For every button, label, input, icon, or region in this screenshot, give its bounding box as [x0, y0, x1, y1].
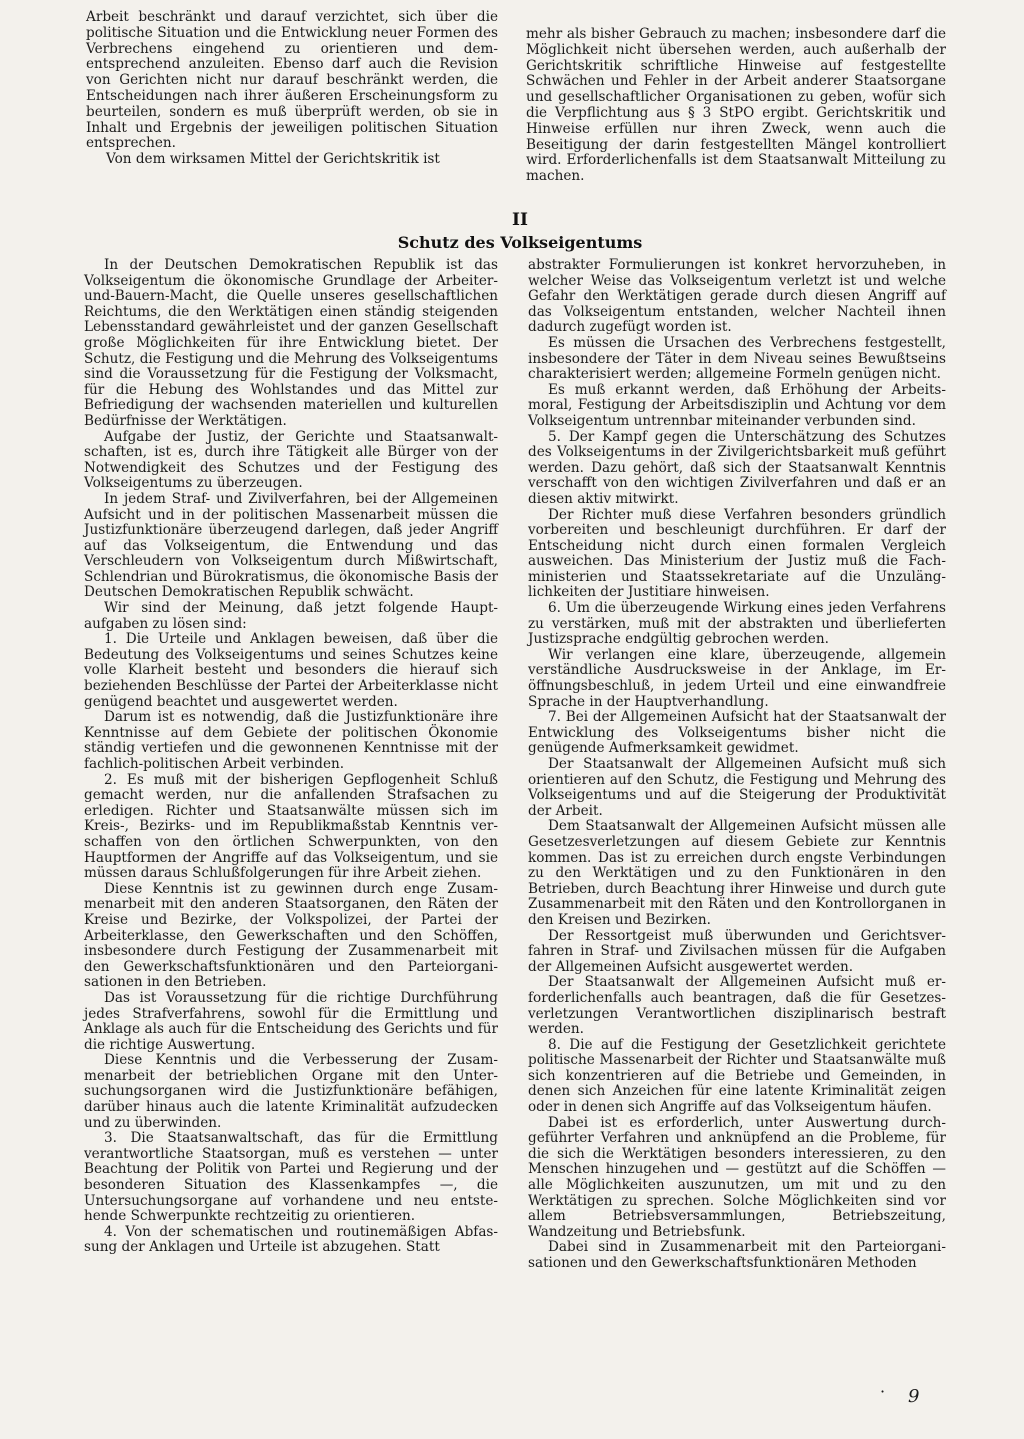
paragraph: 8. Die auf die Festigung der Gesetzlichkeit gerichtete politische Massenarbeit der Richter und Staatsanwälte muß sich konzentrieren auf die Betriebe und Gemeinden, in denen sich Anzeichen für eine latente Kriminalität zeigen oder in denen sich Angriffe auf das Volkseigentum häufen.	[528, 1036, 946, 1116]
top-right-column	[526, 27, 946, 185]
paragraph: Diese Kenntnis und die Verbesserung der Zusammenarbeit der betrieblichen Organe mit den Untersuchungsorganen wird die Justizfunktionäre befähigen, darüber hinaus auch die latente Kriminalität aufzudecken und zu überwinden.	[84, 1052, 498, 1131]
paragraph: Es müssen die Ursachen des Verbrechens festgestellt, insbesondere der Täter in dem Niveau seines Bewußtseins charakterisiert werden; allgemeine Formeln genügen nicht.	[528, 334, 946, 383]
paragraph: Der Staatsanwalt der Allgemeinen Aufsicht muß erforderlichenfalls auch beantragen, daß die für Gesetzesverletzungen Verantwortlichen disziplinarisch bestraft werden.	[528, 974, 946, 1038]
main-left-column	[84, 258, 498, 1256]
section-title: Schutz des Volkseigentums	[397, 233, 643, 252]
paragraph: 7. Bei der Allgemeinen Aufsicht hat der Staatsanwalt der Entwicklung des Volkseigentums bisher nicht die genügende Aufmerksamkeit gewidmet.	[528, 709, 946, 757]
print-mark: ·	[880, 1382, 886, 1401]
paragraph: 4. Von der schematischen und routinemäßigen Abfassung der Anklagen und Urteile ist abzugehen. Statt	[84, 1223, 498, 1256]
paragraph: Aufgabe der Justiz, der Gerichte und Staatsanwaltschaften, ist es, durch ihre Tätigkeit alle Bürger von der Notwendigkeit des Schutzes und der Festigung des Volkseigentums zu überzeugen.	[84, 428, 498, 492]
paragraph: Der Staatsanwalt der Allgemeinen Aufsicht muß sich orientieren auf den Schutz, die Festigung und Mehrung des Volkseigentums und auf die Steigerung der Produktivität der Arbeit.	[528, 756, 946, 819]
paragraph: Diese Kenntnis ist zu gewinnen durch enge Zusammenarbeit mit den anderen Staatsorganen, den Räten der Kreise und Bezirke, der Volkspolizei, der Partei der Arbeiterklasse, den Gewerkschaften und den Schöffen, insbesondere durch Festigung der Zusammenarbeit mit den Gewerkschaftsfunktionären und den Parteiorganisationen in den Betrieben.	[84, 880, 498, 991]
paragraph: Wir sind der Meinung, daß jetzt folgende Hauptaufgaben zu lösen sind:	[84, 600, 498, 632]
paragraph: abstrakter Formulierungen ist konkret hervorzuheben, in welcher Weise das Volkseigentum verletzt ist und welche Gefahr den Werktätigen gerade durch diesen Angriff auf das Volkseigentum entstanden, welcher Nachteil ihnen dadurch zugefügt worden ist.	[528, 257, 946, 336]
paragraph: Darum ist es notwendig, daß die Justizfunktionäre ihre Kenntnisse auf dem Gebiete der politischen Ökonomie ständig vertiefen und die gewonnenen Kenntnisse mit der fachlich-politischen Arbeit verbinden.	[84, 709, 498, 772]
section-number: II	[512, 210, 528, 230]
paragraph: 6. Um die überzeugende Wirkung eines jeden Verfahrens zu verstärken, muß mit der abstrakten und überlieferten Justizsprache endgültig gebrochen werden.	[528, 600, 946, 648]
paragraph: Es muß erkannt werden, daß Erhöhung der Arbeitsmoral, Festigung der Arbeitsdisziplin und Achtung vor dem Volkseigentum untrennbar miteinander verbunden sind.	[528, 381, 946, 429]
paragraph: Der Richter muß diese Verfahren besonders gründlich vorbereiten und beschleunigt durchführen. Er darf der Entscheidung nicht durch einen formalen Vergleich ausweichen. Das Ministerium der Justiz muß die Fachministerien und Staatssekretariate auf die Unzulänglichkeiten der Justitiare hinweisen.	[528, 506, 946, 601]
paragraph: Wir verlangen eine klare, überzeugende, allgemein verständliche Ausdrucksweise in der Anklage, im Eröffnungsbeschluß, in jedem Urteil und eine einwandfreie Sprache in der Hauptverhandlung.	[528, 646, 946, 710]
paragraph: Von dem wirksamen Mittel der Gerichtskritik ist	[106, 151, 440, 168]
main-right-column	[528, 258, 946, 1272]
top-left-column	[86, 10, 498, 168]
paragraph: In jedem Straf- und Zivilverfahren, bei der Allgemeinen Aufsicht und in der politischen Massenarbeit müssen die Justizfunktionäre überzeugend darlegen, daß jeder Angriff auf das Volkseigentum, die Entwendung und das Verschleudern von Volkseigentum durch Mißwirtschaft, Schlendrian und Bürokratismus, die ökonomische Basis der Deutschen Demokratischen Republik schwächt.	[84, 490, 498, 601]
paragraph: 3. Die Staatsanwaltschaft, das für die Ermittlung verantwortliche Staatsorgan, muß es verstehen — unter Beachtung der Politik von Partei und Regierung und der besonderen Situation des Klassenkampfes —, die Untersuchungsorgane auf vorhandene und neu entstehende Schwerpunkte rechtzeitig zu orientieren.	[84, 1130, 498, 1225]
paragraph: Der Ressortgeist muß überwunden und Gerichtsverfahren in Straf- und Zivilsachen müssen für die Aufgaben der Allgemeinen Aufsicht ausgewertet werden.	[528, 927, 946, 975]
page-number: 9	[908, 1386, 920, 1407]
paragraph: 5. Der Kampf gegen die Unterschätzung des Schutzes des Volkseigentums in der Zivilgerichtsbarkeit muß geführt werden. Dazu gehört, daß sich der Staatsanwalt Kenntnis verschafft von den wichtigen Zivilverfahren und daß er an diesen aktiv mitwirkt.	[528, 428, 946, 507]
paragraph: 2. Es muß mit der bisherigen Gepflogenheit Schluß gemacht werden, nur die anfallenden Strafsachen zu erledigen. Richter und Staatsanwälte müssen sich im Kreis-, Bezirks- und im Republikmaßstab Kenntnis verschaffen von den örtlichen Schwerpunkten, von den Hauptformen der Angriffe auf das Volkseigentum, und sie müssen daraus Schlußfolgerungen für ihre Arbeit ziehen.	[84, 771, 498, 882]
paragraph: Dabei sind in Zusammenarbeit mit den Parteiorganisationen und den Gewerkschaftsfunktionären Methoden	[528, 1239, 946, 1271]
paragraph: 1. Die Urteile und Anklagen beweisen, daß über die Bedeutung des Volkseigentums und seines Schutzes keine volle Klarheit besteht und besonders die hierauf sich beziehenden Beschlüsse der Partei der Arbeiterklasse nicht genügend beachtet und ausgewertet werden.	[84, 631, 498, 710]
paragraph: Dem Staatsanwalt der Allgemeinen Aufsicht müssen alle Gesetzesverletzungen auf diesem Gebiete zur Kenntnis kommen. Das ist zu erreichen durch engste Verbindungen zu den Werktätigen und zu den Funktionären in den Betrieben, durch Beachtung ihrer Hinweise und durch gute Zusammenarbeit mit den Räten und den Kontrollorganen in den Kreisen und Bezirken.	[528, 818, 946, 928]
paragraph: mehr als bisher Gebrauch zu machen; insbesondere darf die Möglichkeit nicht übersehen werden, auch außerhalb der Gerichtskritik schriftliche Hinweise auf festgestellte Schwächen und Fehler in der Arbeit anderer Staatsorgane und gesellschaftlicher Organisationen zu geben, wofür sich die Verpflichtung aus § 3 StPO ergibt. Gerichtskritik und Hinweise erfüllen nur ihren Zweck, wenn auch die Beseitigung der darin festgestellten Mängel kontrolliert wird. Erforderlichenfalls ist dem Staatsanwalt Mitteilung zu machen.	[526, 26, 946, 185]
paragraph: Das ist Voraussetzung für die richtige Durchführung jedes Strafverfahrens, sowohl für die Ermittlung und Anklage als auch für die Entscheidung des Gerichts und für die richtige Auswertung.	[84, 989, 498, 1053]
paragraph: Arbeit beschränkt und darauf verzichtet, sich über die politische Situation und die Entwicklung neuer Formen des Verbrechens eingehend zu orientieren und dementsprechend anzuleiten. Ebenso darf auch die Revision von Gerichten nicht nur darauf beschränkt werden, die Entscheidungen nach ihrer äußeren Erscheinungsform zu beurteilen, sondern es muß überprüft werden, ob sie in Inhalt und Ergebnis der jeweiligen politischen Situation entsprechen.	[86, 9, 498, 152]
paragraph: In der Deutschen Demokratischen Republik ist das Volkseigentum die ökonomische Grundlage der Arbeiter-und-Bauern-Macht, die Quelle unseres gesellschaftlichen Reichtums, die den Werktätigen einen ständig steigenden Lebensstandard gewährleistet und der ganzen Gesellschaft große Möglichkeiten für ihre Entwicklung bietet. Der Schutz, die Festigung und die Mehrung des Volkseigentums sind die Voraussetzung für die Festigung der Volksmacht, für die Hebung des Wohlstandes und das Mittel zur Befriedigung der wachsenden materiellen und kulturellen Bedürfnisse der Werktätigen.	[84, 257, 498, 429]
paragraph: Dabei ist es erforderlich, unter Auswertung durchgeführter Verfahren und anknüpfend an die Probleme, für die sich die Werktätigen besonders interessieren, zu den Menschen hinzugehen und — gestützt auf die Schöffen — alle Möglichkeiten auszunutzen, um mit und zu den Werktätigen zu sprechen. Solche Möglichkeiten sind vor allem Betriebsversammlungen, Betriebszeitung, Wandzeitung und Betriebsfunk.	[528, 1114, 946, 1240]
